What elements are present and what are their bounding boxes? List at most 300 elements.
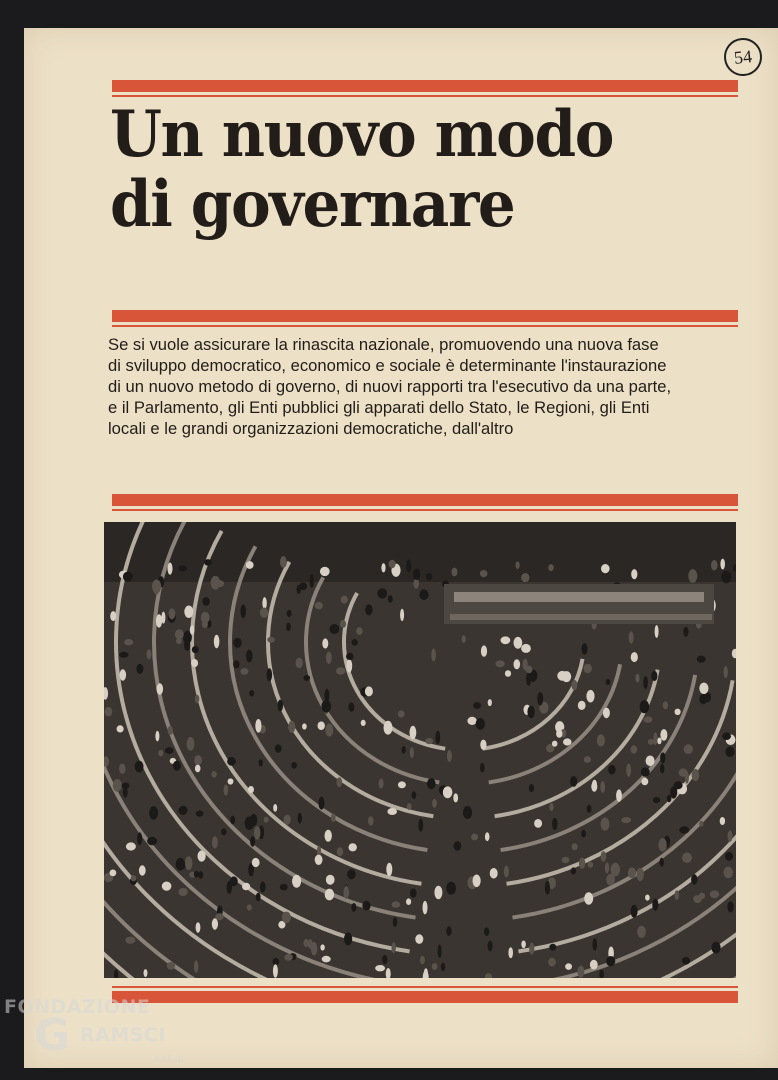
deputy-figure [537,692,543,705]
deputy-figure [657,738,661,745]
deputy-figure [168,608,175,619]
deputy-figure [196,922,201,933]
deputy-figure [344,932,352,945]
deputy-figure [611,863,621,877]
deputy-figure [488,699,492,706]
deputy-figure [682,957,690,965]
deputy-figure [215,913,223,920]
deputy-figure [198,851,206,862]
deputy-figure [240,604,246,618]
deputy-figure [191,659,198,667]
deputy-figure [288,721,295,733]
deputy-figure [173,761,181,771]
deputy-figure [608,765,615,775]
deputy-figure [184,640,190,651]
deputy-figure [377,588,387,598]
watermark-initial: G [34,1010,71,1061]
deputy-figure [684,744,693,754]
deputy-figure [640,700,650,713]
deputy-figure [161,612,165,624]
deputy-figure [571,680,577,690]
deputy-figure [275,744,282,752]
deputy-figure [563,738,572,745]
deputy-figure [412,791,417,799]
deputy-figure [570,776,577,787]
deputy-figure [410,888,417,898]
deputy-figure [110,870,117,877]
deputy-figure [529,943,534,955]
deputy-figure [601,851,607,862]
deputy-figure [584,664,592,673]
deputy-figure [473,702,481,709]
deputy-figure [467,717,476,725]
deputy-figure [679,826,689,833]
deputy-figure [413,579,419,589]
deputy-figure [221,829,227,836]
deputy-figure [292,875,301,888]
deputy-figure [648,739,654,745]
decorative-stripe-top [112,80,738,97]
deputy-figure [635,674,639,683]
deputy-figure [626,764,631,777]
deputy-figure [431,649,436,662]
deputy-figure [136,664,143,674]
deputy-figure [157,683,164,694]
deputy-figure [336,667,346,674]
deputy-figure [675,890,679,900]
deputy-figure [124,639,133,645]
deputy-figure [194,960,198,973]
deputy-figure [254,826,260,839]
deputy-figure [675,709,681,715]
deputy-figure [725,747,734,758]
deputy-figure [147,837,157,845]
deputy-figure [344,886,350,899]
deputy-figure [255,719,261,733]
deputy-figure [260,882,266,893]
deputy-figure [278,700,283,712]
deputy-figure [658,838,666,851]
deputy-figure [593,938,598,950]
deputy-figure [144,969,148,977]
deputy-figure [651,671,657,681]
deputy-figure [586,690,594,703]
deputy-figure [688,569,697,583]
deputy-figure [326,652,332,664]
deputy-figure [496,660,505,667]
deputy-figure [337,777,343,787]
deputy-figure [641,778,648,786]
deputy-figure [476,718,485,730]
deputy-figure [637,926,646,938]
deputy-figure [603,708,610,719]
deputy-figure [195,765,201,773]
fondazione-gramsci-watermark [4,996,204,1076]
deputy-figure [250,836,255,846]
deputy-figure [521,941,526,949]
deputy-figure [195,695,200,704]
deputy-figure [175,629,184,639]
deputy-figure [260,608,269,618]
deputy-figure [413,568,420,580]
deputy-figure [621,817,631,823]
deputy-figure [629,631,634,643]
deputy-figure [591,782,597,792]
watermark-small: onlus [154,1052,184,1065]
deputy-figure [113,779,122,792]
deputy-figure [162,882,172,891]
deputy-figure [155,731,159,742]
decorative-stripe-bottom [112,986,738,1003]
deputy-figure [329,624,339,634]
deputy-figure [119,764,126,774]
deputy-figure [368,816,374,826]
deputy-figure [273,964,278,978]
deputy-figure [725,852,733,861]
deputy-figure [284,815,291,825]
deputy-figure [158,750,163,757]
deputy-figure [247,904,252,910]
deputy-figure [246,650,253,663]
deputy-figure [398,711,405,718]
deputy-figure [420,956,425,964]
deputy-figure [110,611,116,621]
deputy-figure [584,892,593,904]
deputy-figure [351,903,356,912]
deputy-figure [556,730,562,738]
deputy-figure [480,740,486,750]
deputy-figure [190,625,195,634]
deputy-figure [287,610,292,617]
deputy-figure [505,670,511,677]
intro-line: di sviluppo democratico, economico e sociale è determinante l'instaurazione [108,356,667,375]
deputy-figure [388,595,393,603]
deputy-figure [117,725,124,732]
deputy-figure [637,868,644,881]
deputy-figure [453,793,458,802]
deputy-figure [125,937,135,944]
watermark-line-2: RAMSCI [80,1024,166,1046]
deputy-figure [653,797,660,803]
deputy-figure [264,817,269,823]
deputy-figure [557,671,567,681]
deputy-figure [365,604,372,615]
deputy-figure [724,666,728,678]
page-title-line-2: di governare [110,167,515,242]
deputy-figure [711,560,718,570]
deputy-figure [302,723,307,729]
deputy-figure [587,805,592,813]
deputy-figure [178,565,187,571]
deputy-figure [123,787,128,798]
deputy-figure [322,638,328,648]
deputy-figure [119,652,128,658]
deputy-figure [248,786,254,793]
deputy-figure [473,875,481,888]
deputy-figure [382,955,387,964]
deputy-figure [683,627,688,637]
deputy-figure [660,858,664,867]
deputy-figure [577,966,584,978]
intro-line: locali e le grandi organizzazioni democratiche, dall'altro [108,419,514,438]
deputy-figure [720,559,725,570]
deputy-figure [227,757,236,766]
deputy-figure [147,649,152,659]
document-page [24,28,778,1068]
deputy-figure [410,726,417,740]
deputy-figure [441,963,445,972]
deputy-figure [548,958,556,967]
deputy-figure [381,563,385,572]
deputy-figure [643,676,648,689]
deputy-figure [601,564,610,573]
deputy-figure [393,917,398,927]
deputy-figure [252,858,260,867]
deputy-figure [653,732,657,745]
deputy-figure [641,767,650,776]
deputy-figure [655,625,659,638]
deputy-figure [202,620,208,628]
deputy-figure [299,582,307,590]
deputy-figure [402,746,406,754]
deputy-figure [582,643,588,655]
deputy-figure [192,646,199,653]
intro-line: Se si vuole assicurare la rinascita nazionale, promuovendo una nuova fase [108,335,659,354]
deputy-figure [480,763,485,773]
deputy-figure [194,755,202,765]
deputy-figure [631,569,637,579]
deputy-figure [485,832,490,841]
deputy-figure [427,778,436,789]
deputy-figure [481,645,487,656]
deputy-figure [406,898,411,905]
deputy-figure [356,627,363,635]
deputy-figure [242,883,250,891]
deputy-figure [227,881,232,894]
deputy-figure [724,867,733,879]
deputy-figure [699,694,707,704]
deputy-figure [386,863,392,876]
deputy-figure [184,606,193,618]
deputy-figure [168,726,173,735]
deputy-figure [691,874,697,884]
deputy-figure [298,813,302,824]
deputy-figure [291,762,297,769]
deputy-figure [682,853,692,863]
deputy-figure [249,690,254,696]
deputy-figure [631,745,638,753]
deputy-figure [711,942,720,954]
deputy-figure [581,830,586,838]
deputy-figure [710,890,720,898]
deputy-figure [149,806,158,820]
deputy-figure [463,806,472,819]
deputy-figure [280,556,287,568]
deputy-figure [185,856,193,870]
deputy-figure [727,901,733,912]
deputy-figure [320,567,330,576]
deputy-figure [660,764,664,774]
deputy-figure [346,653,354,660]
deputy-figure [400,609,404,621]
page-title [110,97,614,242]
deputy-figure [697,656,706,663]
deputy-figure [490,868,498,879]
deputy-figure [325,724,333,737]
deputy-figure [720,817,725,825]
deputy-figure [267,668,273,681]
deputy-figure [425,738,433,744]
deputy-figure [286,623,291,631]
intro-paragraph [108,334,748,439]
deputy-figure [419,589,428,600]
deputy-figure [156,614,162,627]
deputy-figure [674,781,683,789]
deputy-figure [168,563,173,575]
deputy-figure [246,561,254,569]
deputy-figure [523,659,528,671]
deputy-figure [315,602,323,609]
deputy-figure [521,573,529,582]
deputy-figure [645,895,650,901]
deputy-figure [319,797,325,810]
deputy-figure [230,816,235,824]
deputy-figure [379,778,384,788]
deputy-figure [212,918,218,929]
deputy-figure [631,652,638,662]
deputy-figure [250,814,257,826]
deputy-figure [501,636,511,644]
deputy-figure [284,954,293,961]
deputy-figure [545,881,550,895]
deputy-figure [646,756,655,767]
deputy-figure [105,707,113,717]
deputy-figure [597,734,605,746]
deputy-figure [660,729,667,741]
deputy-figure [375,965,385,971]
deputy-figure [548,564,553,571]
deputy-figure [152,580,161,594]
deputy-figure [139,865,146,875]
deputy-figure [315,855,323,865]
deputy-figure [280,884,288,891]
deputy-figure [692,769,700,781]
deputy-figure [320,944,324,950]
deputy-figure [282,912,291,924]
deputy-figure [415,934,423,944]
deputy-figure [179,806,188,815]
deputy-figure [628,867,636,878]
deputy-figure [348,702,354,711]
deputy-figure [432,963,438,970]
deputy-figure [552,818,557,830]
deputy-figure [233,660,240,668]
deputy-figure [616,789,622,801]
deputy-figure [331,813,336,822]
deputy-figure [325,830,332,842]
deputy-figure [196,811,204,817]
deputy-figure [176,858,185,871]
deputy-figure [212,836,218,848]
deputy-figure [341,596,348,604]
deputy-figure [214,635,220,648]
deputy-figure [605,862,609,873]
deputy-figure [693,895,702,903]
deputy-figure [552,741,558,747]
deputy-figure [273,958,280,965]
deputy-figure [349,843,357,851]
deputy-figure [204,559,212,566]
deputy-figure [410,747,414,758]
watermark-line-1: FONDAZIONE [4,996,151,1018]
deputy-figure [194,871,199,878]
deputy-figure [562,857,570,863]
deputy-figure [365,686,373,696]
deputy-figure [588,862,594,868]
deputy-figure [571,867,576,874]
deputy-figure [337,847,344,856]
deputy-figure [435,731,440,744]
deputy-figure [480,570,488,577]
deputy-figure [215,580,224,587]
deputy-figure [434,886,442,900]
deputy-figure [308,939,313,949]
deputy-figure [392,942,396,953]
deputy-figure [361,720,366,726]
page-title-line-1: Un nuovo modo [110,97,614,172]
deputy-figure [584,756,591,763]
deputy-figure [514,659,521,669]
deputy-figure [259,759,263,766]
deputy-figure [631,905,638,918]
decorative-stripe-photo-top [112,494,738,511]
deputy-figure [722,732,731,740]
deputy-figure [660,752,665,763]
deputy-figure [462,635,466,643]
deputy-figure [407,803,412,810]
deputy-figure [549,803,553,811]
intro-line: di un nuovo metodo di governo, di nuovi rapporti tra l'esecutivo da una parte, [108,377,672,396]
deputy-figure [398,781,406,788]
deputy-figure [447,750,452,762]
deputy-figure [178,888,187,896]
deputy-figure [572,843,578,850]
deputy-figure [565,963,572,970]
deputy-figure [514,637,523,649]
deputy-figure [126,842,136,850]
deputy-figure [240,668,248,675]
deputy-figure [652,899,658,911]
deputy-figure [484,927,489,936]
deputy-figure [446,926,451,936]
deputy-figure [352,639,358,646]
deputy-figure [135,761,144,773]
deputy-figure [384,721,393,735]
deputy-figure [606,956,615,966]
deputy-figure [340,620,346,628]
deputy-figure [304,675,311,681]
deputy-figure [549,944,556,951]
deputy-figure [728,830,733,841]
deputy-figure [644,716,653,722]
deputy-figure [167,962,175,970]
deputy-figure [721,571,731,583]
deputy-figure [454,841,462,851]
deputy-figure [521,644,531,653]
deputy-figure [578,701,586,710]
deputy-figure [362,901,370,911]
deputy-figure [432,799,437,808]
